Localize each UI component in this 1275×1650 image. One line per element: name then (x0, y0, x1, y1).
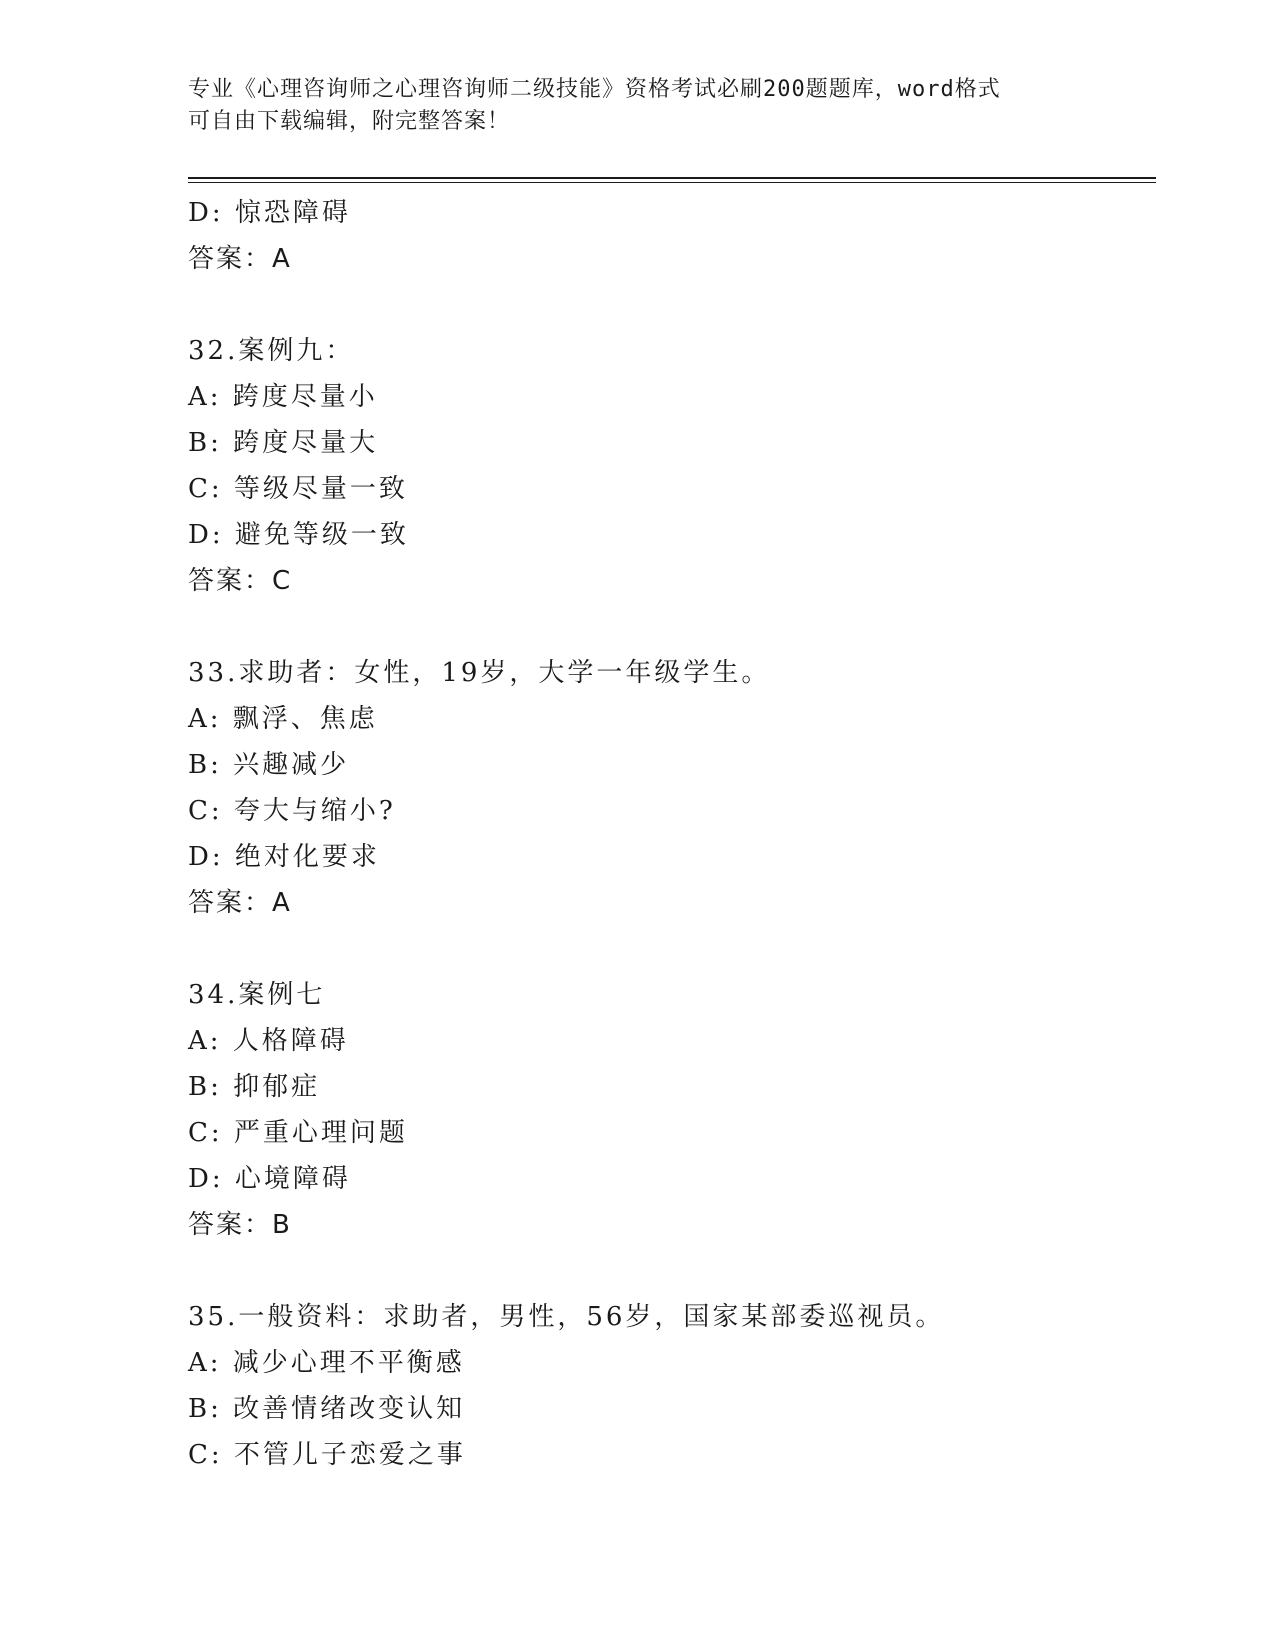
option-c: C: 严重心理问题 (188, 1118, 408, 1148)
previous-question-tail (188, 190, 1148, 282)
header-title-line-2: 可自由下载编辑，附完整答案！ (188, 109, 511, 134)
option-a: A: 人格障碍 (188, 1026, 349, 1056)
question-32 (188, 328, 1148, 604)
document-header (188, 74, 1088, 138)
answer-line: 答案：A (188, 244, 292, 274)
answer-line: 答案：C (188, 566, 293, 596)
question-list (188, 190, 1148, 1478)
question-33 (188, 650, 1148, 926)
header-title-line-1: 专业《心理咨询师之心理咨询师二级技能》资格考试必刷200题题库，word格式 (188, 77, 1001, 102)
question-34 (188, 972, 1148, 1248)
answer-line: 答案：B (188, 1210, 292, 1240)
question-stem: 34.案例七 (188, 980, 326, 1010)
option-a: A: 飘浮、焦虑 (188, 704, 378, 734)
answer-line: 答案：A (188, 888, 292, 918)
header-divider-thin (188, 182, 1156, 183)
option-a: A: 跨度尽量小 (188, 382, 378, 412)
option-b: B: 改善情绪改变认知 (188, 1394, 466, 1424)
option-a: A: 减少心理不平衡感 (188, 1348, 465, 1378)
option-d: D: 避免等级一致 (188, 520, 409, 550)
option-b: B: 抑郁症 (188, 1072, 321, 1102)
option-d: D: 心境障碍 (188, 1164, 351, 1194)
option-c: C: 夸大与缩小? (188, 796, 396, 826)
option-c: C: 等级尽量一致 (188, 474, 408, 504)
question-stem: 32.案例九： (188, 336, 355, 366)
header-divider-thick (188, 177, 1156, 179)
question-35 (188, 1294, 1148, 1478)
option-d: D: 惊恐障碍 (188, 198, 351, 228)
option-d: D: 绝对化要求 (188, 842, 380, 872)
option-b: B: 跨度尽量大 (188, 428, 379, 458)
option-c: C: 不管儿子恋爱之事 (188, 1440, 466, 1470)
question-stem: 33.求助者：女性，19岁，大学一年级学生。 (188, 658, 771, 688)
option-b: B: 兴趣减少 (188, 750, 350, 780)
question-stem: 35.一般资料：求助者，男性，56岁，国家某部委巡视员。 (188, 1302, 945, 1332)
